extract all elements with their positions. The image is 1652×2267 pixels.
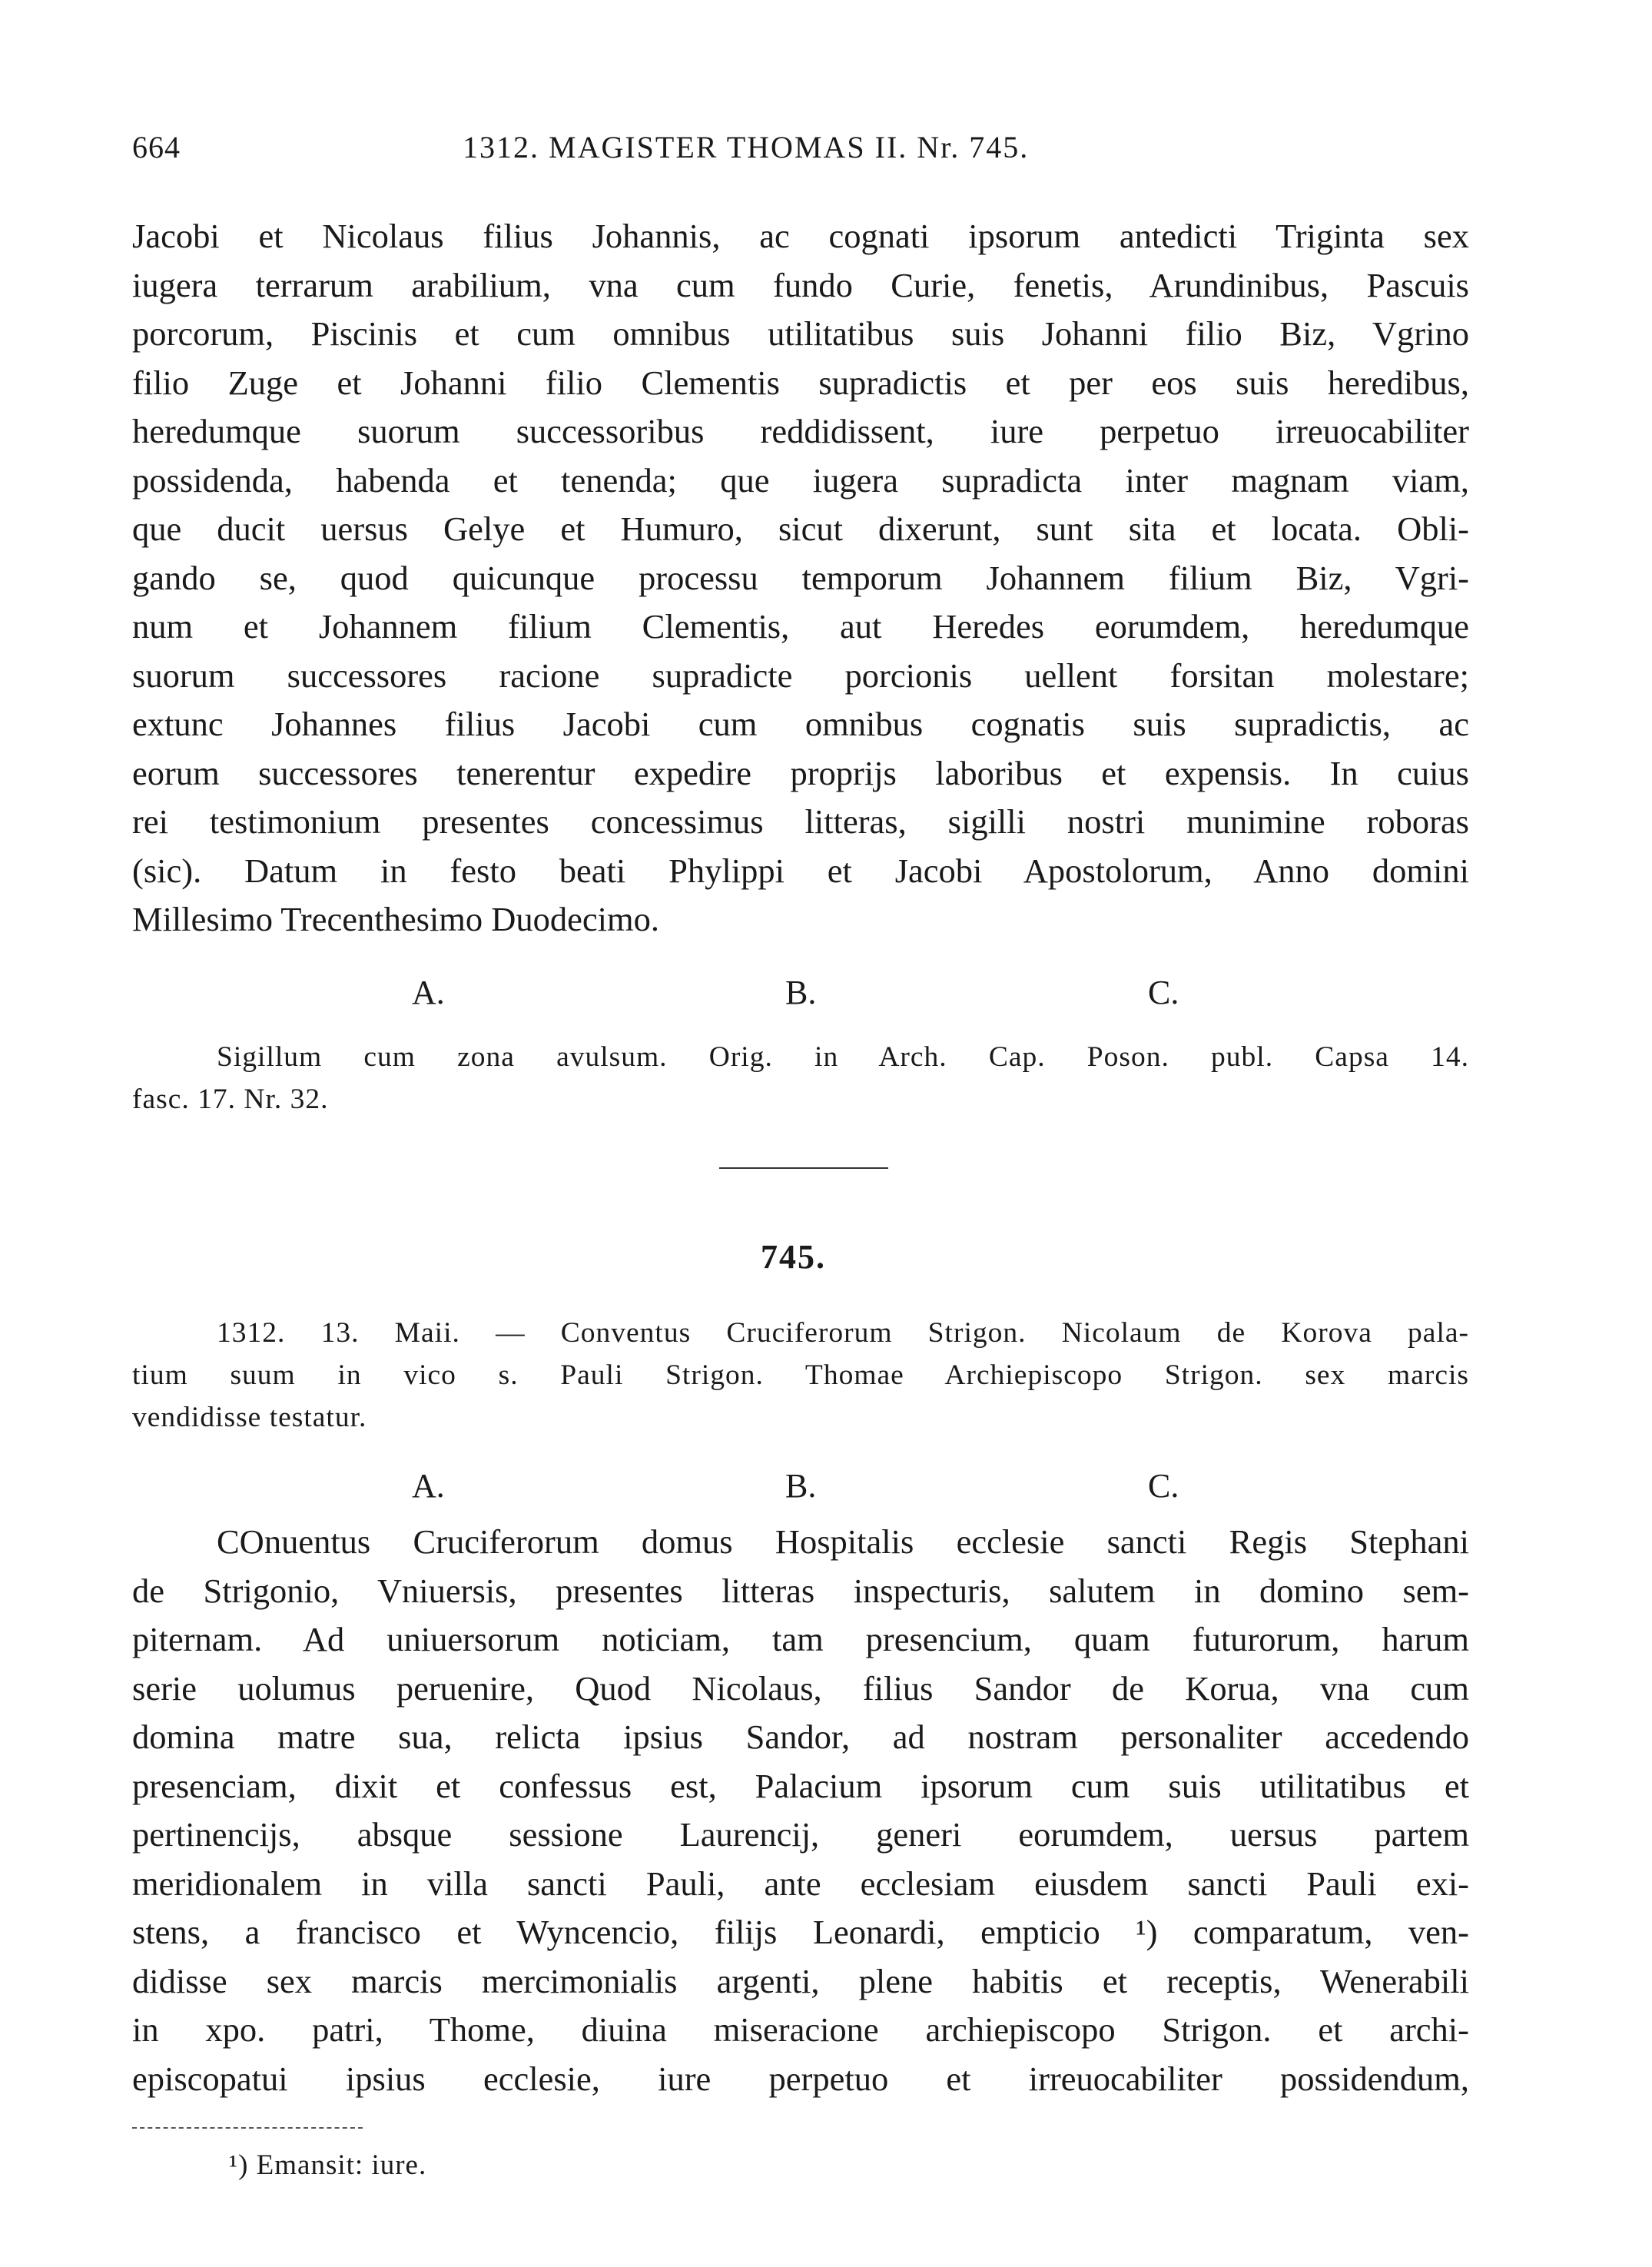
text-line: pertinencijs, absque sessione Laurencij, generi eorumdem, uersus partem bbox=[132, 1815, 1469, 1854]
text-line: meridionalem in villa sancti Pauli, ante ecclesiam eiusdem sancti Pauli exi- bbox=[132, 1864, 1469, 1903]
copy-label-a: A. bbox=[412, 974, 445, 1011]
footnote-rule bbox=[132, 2127, 363, 2129]
text-line: domina matre sua, relicta ipsius Sandor, ad nostram personaliter accedendo bbox=[132, 1718, 1469, 1756]
regest bbox=[132, 1312, 1469, 1439]
text-line: possidenda, habenda et tenenda; que iugera supradicta inter magnam viam, bbox=[132, 460, 1469, 500]
document-text bbox=[132, 1518, 1469, 2103]
regest-line: 1312. 13. Maii. — Conventus Cruciferorum Strigon. Nicolaum de Korova pala- bbox=[217, 1317, 1469, 1349]
copy-label-b: B. bbox=[785, 974, 817, 1011]
text-line: extunc Johannes filius Jacobi cum omnibus cognatis suis supradictis, ac bbox=[132, 705, 1469, 743]
note-line: Sigillum cum zona avulsum. Orig. in Arch. Cap. Poson. publ. Capsa 14. bbox=[217, 1041, 1469, 1073]
text-line: didisse sex marcis mercimonialis argenti, plene habitis et receptis, Wenerabili bbox=[132, 1961, 1469, 2000]
copy-label-c: C. bbox=[1148, 1467, 1179, 1505]
copy-label-a: A. bbox=[412, 1467, 445, 1505]
regest-line: tium suum in vico s. Pauli Strigon. Thomae Archiepiscopo Strigon. sex marcis bbox=[132, 1359, 1469, 1391]
page-number: 664 bbox=[132, 130, 181, 164]
text-line: in xpo. patri, Thome, diuina miseracione archiepiscopo Strigon. et archi- bbox=[132, 2010, 1469, 2049]
text-line: porcorum, Piscinis et cum omnibus utilitatibus suis Johanni filio Biz, Vgrino bbox=[132, 314, 1469, 353]
note-line: fasc. 17. Nr. 32. bbox=[132, 1084, 329, 1115]
section-divider bbox=[719, 1167, 888, 1169]
regest-line: vendidisse testatur. bbox=[132, 1402, 367, 1433]
copy-label-c: C. bbox=[1148, 974, 1179, 1011]
text-line: piternam. Ad uniuersorum noticiam, tam presencium, quam futurorum, harum bbox=[132, 1620, 1469, 1658]
text-line: presenciam, dixit et confessus est, Palacium ipsorum cum suis utilitatibus et bbox=[132, 1766, 1469, 1805]
text-line: que ducit uersus Gelye et Humuro, sicut dixerunt, sunt sita et locata. Obli- bbox=[132, 509, 1469, 548]
text-line: filio Zuge et Johanni filio Clementis supradictis et per eos suis heredibus, bbox=[132, 363, 1469, 402]
document-number: 745. bbox=[761, 1238, 826, 1276]
page-header bbox=[132, 129, 1469, 175]
text-line: de Strigonio, Vniuersis, presentes litteras inspecturis, salutem in domino sem- bbox=[132, 1571, 1469, 1610]
running-title: 1312. MAGISTER THOMAS II. Nr. 745. bbox=[463, 130, 1030, 164]
seal-note bbox=[132, 1036, 1469, 1120]
text-line: Millesimo Trecenthesimo Duodecimo. bbox=[132, 900, 659, 938]
footnote: ¹) Emansit: iure. bbox=[229, 2149, 427, 2181]
text-line: stens, a francisco et Wyncencio, filijs Leonardi, empticio ¹) comparatum, ven- bbox=[132, 1913, 1469, 1951]
copy-label-b: B. bbox=[785, 1467, 817, 1505]
text-line: eorum successores tenerentur expedire proprijs laboribus et expensis. In cuius bbox=[132, 753, 1469, 792]
text-line: heredumque suorum successoribus reddidissent, iure perpetuo irreuocabiliter bbox=[132, 412, 1469, 450]
text-line: (sic). Datum in festo beati Phylippi et Jacobi Apostolorum, Anno domini bbox=[132, 851, 1469, 890]
text-line: Jacobi et Nicolaus filius Johannis, ac cognati ipsorum antedicti Triginta sex bbox=[132, 217, 1469, 255]
text-line: suorum successores racione supradicte porcionis uellent forsitan molestare; bbox=[132, 656, 1469, 695]
prev-document-text bbox=[132, 212, 1469, 944]
text-line: num et Johannem filium Clementis, aut Heredes eorumdem, heredumque bbox=[132, 607, 1469, 646]
text-line: rei testimonium presentes concessimus litteras, sigilli nostri munimine roboras bbox=[132, 802, 1469, 841]
text-line: serie uolumus peruenire, Quod Nicolaus, filius Sandor de Korua, vna cum bbox=[132, 1668, 1469, 1708]
text-line: COnuentus Cruciferorum domus Hospitalis ecclesie sancti Regis Stephani bbox=[217, 1522, 1469, 1561]
text-line: gando se, quod quicunque processu temporum Johannem filium Biz, Vgri- bbox=[132, 558, 1469, 597]
text-line: episcopatui ipsius ecclesie, iure perpetuo et irreuocabiliter possidendum, bbox=[132, 2059, 1469, 2098]
text-line: iugera terrarum arabilium, vna cum fundo Curie, fenetis, Arundinibus, Pascuis bbox=[132, 265, 1469, 304]
